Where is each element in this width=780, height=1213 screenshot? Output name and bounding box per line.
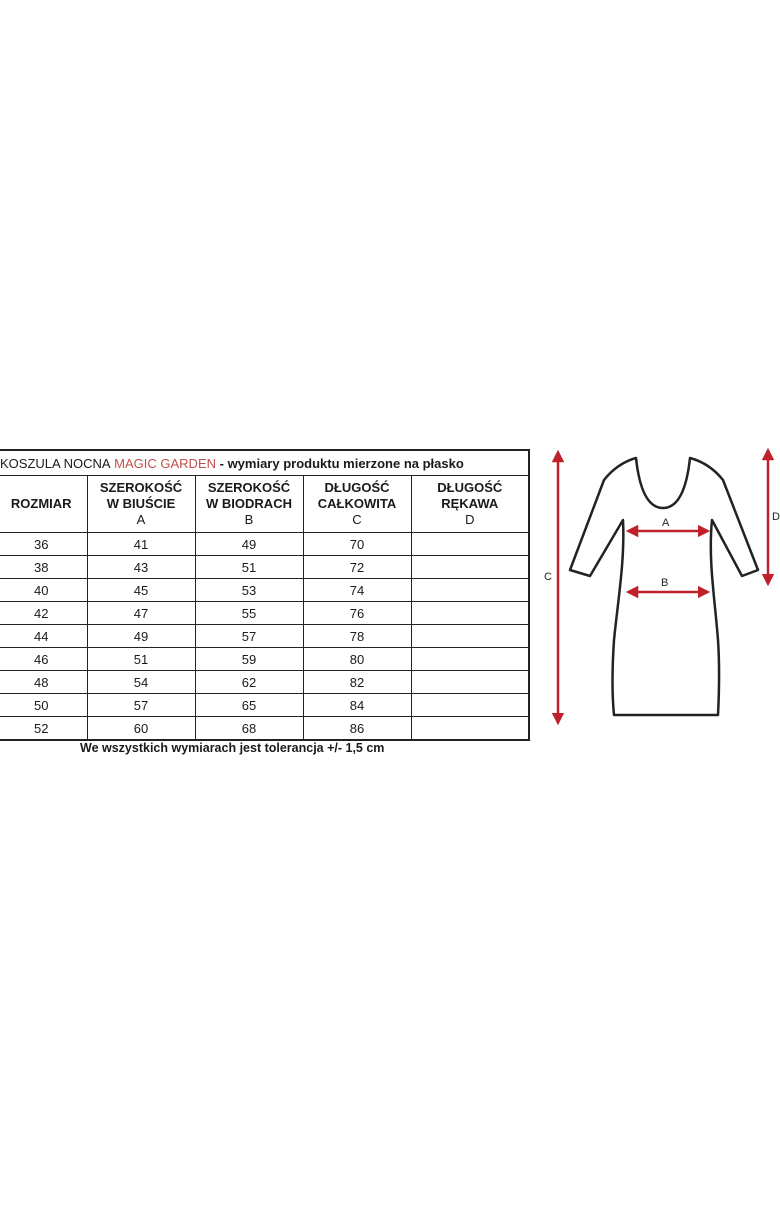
table-cell (411, 533, 529, 556)
table-cell (411, 717, 529, 741)
column-header-letter: B (244, 512, 254, 527)
table-cell (411, 671, 529, 694)
table-cell: 51 (87, 648, 195, 671)
column-header (411, 476, 529, 533)
table-cell (411, 602, 529, 625)
table-cell: 80 (303, 648, 411, 671)
header-row (0, 476, 529, 533)
column-header-line2: CAŁKOWITA (317, 496, 397, 511)
table-cell: 43 (87, 556, 195, 579)
table-cell: 52 (0, 717, 87, 741)
table-cell (411, 648, 529, 671)
label-a: A (662, 517, 670, 529)
column-header-line1: SZEROKOŚĆ (207, 480, 291, 495)
table-cell: 38 (0, 556, 87, 579)
table-cell: 82 (303, 671, 411, 694)
column-header (0, 476, 87, 533)
table-cell (411, 625, 529, 648)
table-cell: 49 (87, 625, 195, 648)
column-header-line2: W BIODRACH (206, 496, 292, 511)
table-cell: 68 (195, 717, 303, 741)
table-cell: 74 (303, 579, 411, 602)
table-cell: 53 (195, 579, 303, 602)
column-header-line2: W BIUŚCIE (106, 496, 176, 511)
table-cell: 36 (0, 533, 87, 556)
table-title (0, 450, 529, 476)
table-cell: 70 (303, 533, 411, 556)
table-cell (411, 579, 529, 602)
table-row (0, 671, 529, 694)
table-cell: 54 (87, 671, 195, 694)
column-header-line1: DŁUGOŚĆ (437, 480, 503, 495)
table-row (0, 625, 529, 648)
column-header (87, 476, 195, 533)
table-cell: 60 (87, 717, 195, 741)
table-cell: 62 (195, 671, 303, 694)
table-cell: 57 (195, 625, 303, 648)
title-suffix: - wymiary produktu mierzone na płasko (219, 455, 464, 471)
table-row (0, 533, 529, 556)
table-cell: 84 (303, 694, 411, 717)
column-header (195, 476, 303, 533)
table-cell: 48 (0, 671, 87, 694)
tolerance-note: We wszystkich wymiarach jest tolerancja +/- 1,5 cm (80, 741, 385, 755)
column-header (303, 476, 411, 533)
column-header-line2: RĘKAWA (441, 496, 499, 511)
label-b: B (661, 577, 669, 589)
column-header-letter: C (352, 512, 362, 527)
table-cell: 45 (87, 579, 195, 602)
table-title-row (0, 450, 529, 476)
column-header-line1: SZEROKOŚĆ (99, 480, 183, 495)
column-header-line1: ROZMIAR (10, 496, 72, 511)
table-cell: 55 (195, 602, 303, 625)
table-row (0, 694, 529, 717)
table-cell: 57 (87, 694, 195, 717)
table-cell (411, 556, 529, 579)
size-chart-table (0, 449, 530, 741)
table-cell: 59 (195, 648, 303, 671)
column-header-letter: A (136, 512, 146, 527)
table-cell: 46 (0, 648, 87, 671)
table-row (0, 648, 529, 671)
table-cell: 51 (195, 556, 303, 579)
column-header-letter: D (465, 512, 475, 527)
table-cell: 49 (195, 533, 303, 556)
table-cell: 50 (0, 694, 87, 717)
table-cell: 40 (0, 579, 87, 602)
table-row (0, 579, 529, 602)
label-d: D (772, 511, 780, 523)
table-cell: 44 (0, 625, 87, 648)
label-c: C (544, 571, 552, 583)
table-cell: 42 (0, 602, 87, 625)
brand-name: MAGIC GARDEN (114, 455, 216, 471)
table-cell (411, 694, 529, 717)
table-row (0, 556, 529, 579)
title-prefix: KOSZULA NOCNA (0, 455, 111, 471)
column-header-line1: DŁUGOŚĆ (324, 480, 390, 495)
table-cell: 76 (303, 602, 411, 625)
table-cell: 65 (195, 694, 303, 717)
table-cell: 78 (303, 625, 411, 648)
table-row (0, 602, 529, 625)
table-cell: 47 (87, 602, 195, 625)
garment-diagram (540, 440, 780, 730)
table-cell: 72 (303, 556, 411, 579)
table-cell: 86 (303, 717, 411, 741)
table-cell: 41 (87, 533, 195, 556)
table-row (0, 717, 529, 741)
